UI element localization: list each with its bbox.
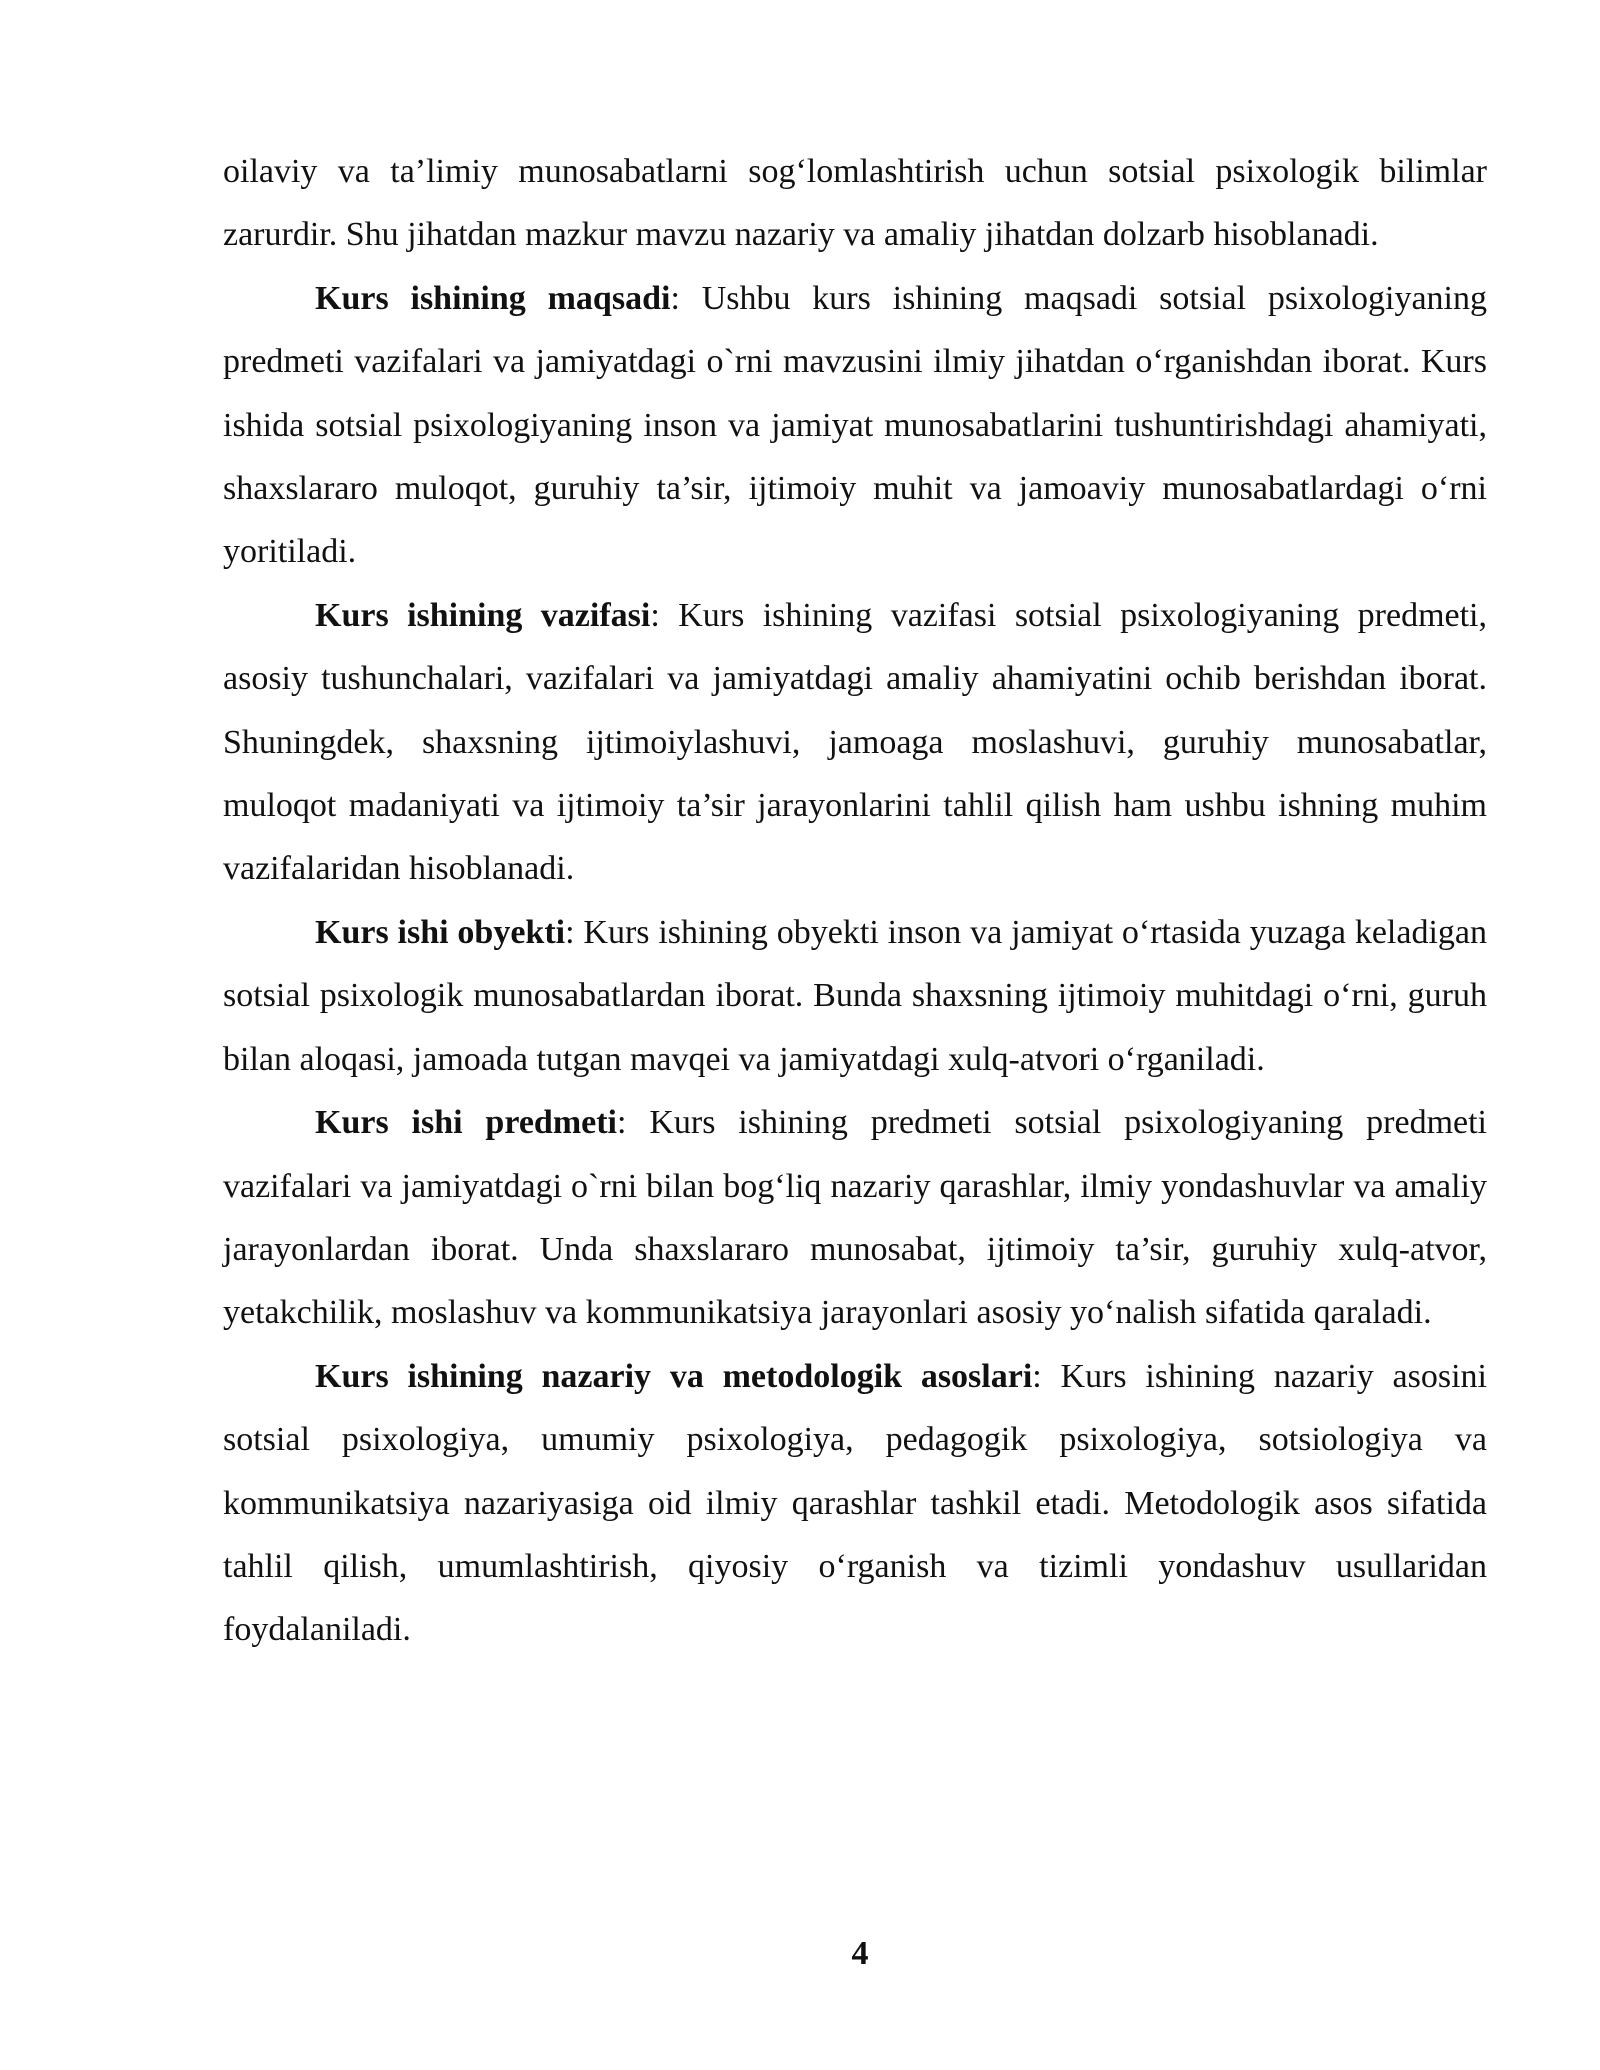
heading-separator: : xyxy=(650,596,679,634)
paragraph-asoslari xyxy=(223,1345,1487,1662)
paragraph-text: Ushbu kurs ishining maqsadi sotsial psixologiyaning predmeti vazifalari va jamiyatdagi o`rni mavzusini ilmiy jihatdan o‘rganishdan iborat. Kurs ishida sotsial psixologiyaning inson va jamiyat munosabatlarini tushuntirishdagi ahamiyati, shaxslararo muloqot, guruhiy ta’sir, ijtimoiy muhit va jamoaviy munosabatlardagi o‘rni yoritiladi. xyxy=(223,279,1487,571)
paragraph-heading: Kurs ishining vazifasi xyxy=(315,596,651,634)
paragraph-heading: Kurs ishining maqsadi xyxy=(315,279,671,317)
paragraph-predmeti xyxy=(223,1091,1487,1345)
paragraph-heading: Kurs ishi predmeti xyxy=(315,1104,618,1142)
paragraph-heading: Kurs ishi obyekti xyxy=(315,913,566,951)
paragraph-text: Kurs ishining predmeti sotsial psixologiyaning predmeti vazifalari va jamiyatdagi o`rni bilan bog‘liq nazariy qarashlar, ilmiy yondashuvlar va amaliy jarayonlardan iborat. Unda shaxslararo munosabat, ijtimoiy ta’sir, guruhiy xulq-atvor, yetakchilik, moslashuv va kommunikatsiya jarayonlari asosiy yo‘nalish sifatida qaraladi. xyxy=(223,1104,1487,1332)
heading-separator: : xyxy=(1032,1357,1061,1395)
heading-separator: : xyxy=(565,913,584,951)
page-number: 4 xyxy=(851,1935,869,1972)
document-body xyxy=(223,140,1487,1662)
paragraph-text: Kurs ishining vazifasi sotsial psixologiyaning predmeti, asosiy tushunchalari, vazifalari va jamiyatdagi amaliy ahamiyatini ochib berishdan iborat. Shuningdek, shaxsning ijtimoiylashuvi, jamoaga moslashuvi, guruhiy munosabatlar, muloqot madaniyati va ijtimoiy ta’sir jarayonlarini tahlil qilish ham ushbu ishning muhim vazifalaridan hisoblanadi. xyxy=(223,596,1487,888)
paragraph-vazifasi xyxy=(223,584,1487,901)
paragraph-obyekti xyxy=(223,901,1487,1091)
heading-separator: : xyxy=(617,1104,650,1142)
paragraph-intro xyxy=(223,140,1487,267)
paragraph-text: oilaviy va ta’limiy munosabatlarni sog‘lomlashtirish uchun sotsial psixologik bilimlar zarurdir. Shu jihatdan mazkur mavzu nazariy va amaliy jihatdan dolzarb hisoblanadi. xyxy=(223,153,1487,254)
heading-separator: : xyxy=(670,279,702,317)
paragraph-text: Kurs ishining obyekti inson va jamiyat o‘rtasida yuzaga keladigan sotsial psixologik munosabatlardan iborat. Bunda shaxsning ijtimoiy muhitdagi o‘rni, guruh bilan aloqasi, jamoada tutgan mavqei va jamiyatdagi xulq-atvori o‘rganiladi. xyxy=(223,913,1487,1078)
paragraph-maqsadi xyxy=(223,267,1487,584)
paragraph-heading: Kurs ishining nazariy va metodologik asoslari xyxy=(315,1357,1033,1395)
paragraph-text: Kurs ishining nazariy asosini sotsial psixologiya, umumiy psixologiya, pedagogik psixologiya, sotsiologiya va kommunikatsiya nazariyasiga oid ilmiy qarashlar tashkil etadi. Metodologik asos sifatida tahlil qilish, umumlashtirish, qiyosiy o‘rganish va tizimli yondashuv usullaridan foydalaniladi. xyxy=(223,1357,1488,1649)
